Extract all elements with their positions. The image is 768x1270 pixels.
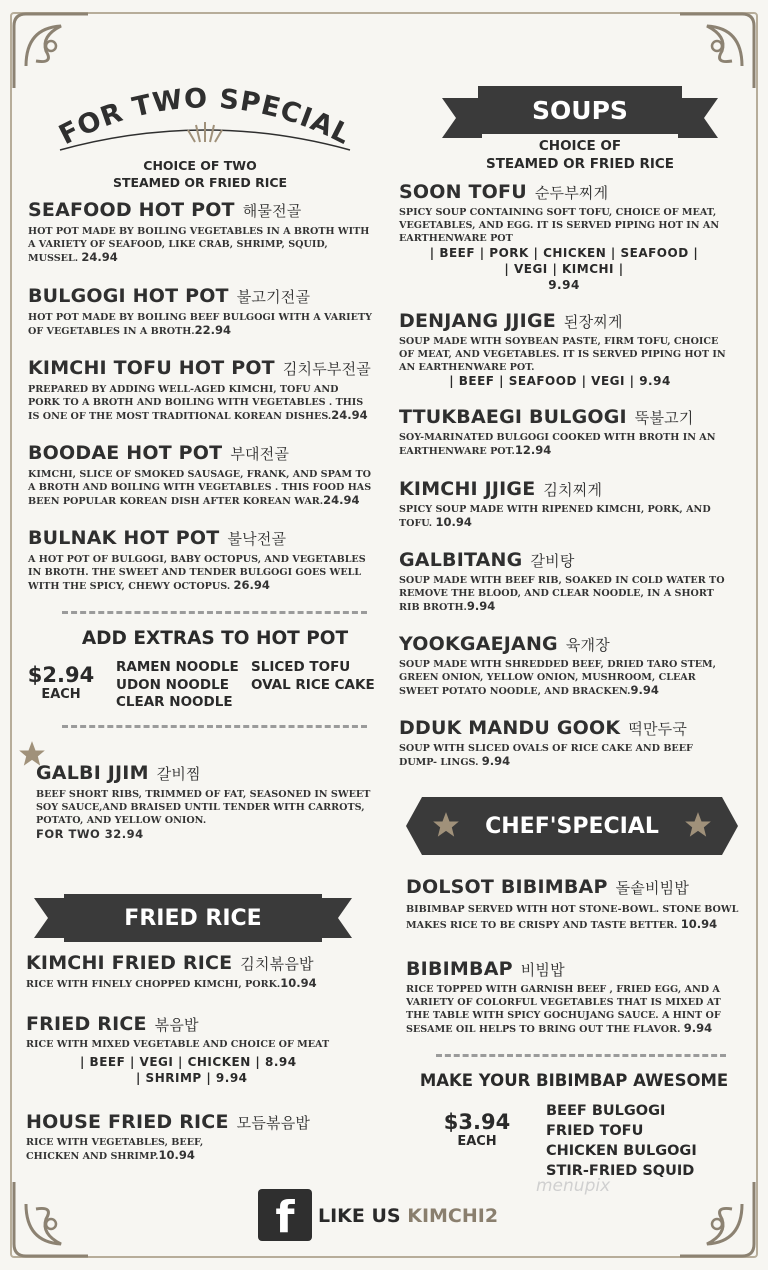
item-description: HOT POT MADE BY BOILING VEGETABLES IN A BROTH WITH A VARIETY OF SEAFOOD, LIKE CRAB, SHRIMP, SQUID, MUSSEL.	[28, 226, 370, 264]
corner-ornament-icon	[672, 1174, 762, 1264]
facebook-icon[interactable]: f	[258, 1189, 312, 1241]
item-name: BULNAK HOT POT	[28, 527, 220, 549]
item-description: SOUP MADE WITH SHREDDED BEEF, DRIED TARO STEM, GREEN ONION, YELLOW ONION, MUSHROOM, CLEAR SWEET POTATO NOODLE, AND BRACKEN.	[399, 659, 717, 697]
item-price: FOR TWO 32.94	[36, 827, 144, 841]
extras-price: $2.94	[27, 663, 95, 687]
item-price: 9.94	[630, 683, 659, 697]
item-name: DENJANG JJIGE	[399, 310, 556, 332]
item-korean-name: 갈비찜	[156, 765, 201, 783]
menu-item-galbi	[36, 762, 376, 841]
menu-item	[26, 1111, 371, 1163]
item-korean-name: 해물전골	[242, 202, 302, 220]
item-description: BIBIMBAP SERVED WITH HOT STONE-BOWL. STONE BOWL MAKES RICE TO BE CRISPY AND TASTE BETTER.	[406, 904, 739, 931]
item-korean-name: 부대전골	[230, 445, 290, 463]
extras-title: ADD EXTRAS TO HOT POT	[81, 628, 349, 649]
bibimbap-extras-each: EACH	[457, 1134, 497, 1149]
bibimbap-extras-price: $3.94	[443, 1110, 511, 1134]
soon-tofu-options: | BEEF | PORK | CHICKEN | SEAFOOD | | VEGI | KIMCHI | 9.94	[429, 246, 699, 292]
item-description: SPICY SOUP CONTAINING SOFT TOFU, CHOICE OF MEAT, VEGETABLES, AND EGG. IT IS SERVED PIPING HOT IN AN EARTHENWARE POT	[399, 207, 720, 244]
for-two-subtitle: CHOICE OF TWO STEAMED OR FRIED RICE	[112, 158, 288, 190]
bibimbap-extras-price-block	[436, 1110, 518, 1149]
item-name: YOOKGAEJANG	[399, 633, 558, 655]
soups-subtitle: CHOICE OF STEAMED OR FRIED RICE	[485, 138, 675, 172]
fried-rice-title: FRIED RICE	[64, 894, 322, 942]
item-name: KIMCHI FRIED RICE	[26, 952, 233, 974]
item-price: 10.94	[158, 1148, 195, 1162]
divider	[436, 1054, 726, 1058]
item-price: 24.94	[323, 493, 360, 507]
item-korean-name: 된장찌게	[563, 313, 623, 331]
item-name: BOODAE HOT POT	[28, 442, 223, 464]
menu-item	[28, 199, 373, 265]
item-name: DDUK MANDU GOOK	[399, 717, 621, 739]
svg-text:FOR TWO SPECIAL: FOR TWO SPECIAL	[54, 83, 356, 152]
chef-special-title: CHEF'SPECIAL	[485, 813, 659, 839]
like-us-label: LIKE US	[318, 1205, 401, 1227]
menu-item	[399, 406, 734, 458]
denjang-options: | BEEF | SEAFOOD | VEGI | 9.94	[449, 374, 671, 388]
divider	[62, 611, 367, 615]
item-description: KIMCHI, SLICE OF SMOKED SAUSAGE, FRANK, AND SPAM TO A BROTH AND BOILING WITH VEGETABLES . THIS FOOD HAS BEEN POPULAR KOREAN DISH AFTER KOREAN WAR.	[28, 469, 372, 507]
menu-item	[26, 952, 371, 991]
item-price: 9.94	[683, 1021, 713, 1035]
for-two-special-title	[40, 70, 370, 160]
item-name: GALBI JJIM	[36, 762, 149, 784]
divider	[62, 725, 367, 729]
item-price: 10.94	[280, 976, 317, 990]
item-price: 24.94	[331, 408, 368, 422]
menu-item	[406, 958, 744, 1036]
item-korean-name: 순두부찌게	[534, 184, 609, 202]
item-description: SOUP MADE WITH BEEF RIB, SOAKED IN COLD WATER TO REMOVE THE BLOOD, AND CLEAR NOODLE, IN A SHORT RIB BROTH.	[399, 575, 725, 613]
item-description: SOY-MARINATED BULGOGI COOKED WITH BROTH IN AN EARTHENWARE POT.	[399, 432, 716, 457]
item-korean-name: 김치두부전골	[282, 360, 371, 378]
menu-item	[28, 442, 373, 508]
item-name: SEAFOOD HOT POT	[28, 199, 235, 221]
bibimbap-extras-title: MAKE YOUR BIBIMBAP AWESOME	[419, 1071, 729, 1090]
menu-item	[399, 717, 734, 769]
item-description: HOT POT MADE BY BOILING BEEF BULGOGI WITH A VARIETY OF VEGETABLES IN A BROTH.	[28, 312, 372, 337]
fried-rice-options: | BEEF | VEGI | CHICKEN | 8.94 | SHRIMP | 9.94	[80, 1055, 297, 1085]
item-name: HOUSE FRIED RICE	[26, 1111, 229, 1133]
item-price: 24.94	[81, 250, 118, 264]
menu-item	[28, 357, 373, 423]
item-korean-name: 비빔밥	[520, 961, 565, 979]
item-description: RICE WITH FINELY CHOPPED KIMCHI, PORK.	[26, 979, 281, 990]
item-korean-name: 모듬볶음밥	[236, 1114, 311, 1132]
item-description: SPICY SOUP MADE WITH RIPENED KIMCHI, PORK, AND TOFU.	[399, 504, 711, 529]
item-description: RICE TOPPED WITH GARNISH BEEF , FRIED EGG, AND A VARIETY OF COLORFUL VEGETABLES THAT IS MIXED AT THE TABLE WITH SPICY GOCHUJANG SAUCE. A HINT OF SESAME OIL HELPS TO BRING OUT THE FLAVOR.	[406, 984, 721, 1035]
menu-item	[26, 1013, 371, 1051]
menu-item	[399, 181, 729, 245]
soups-banner	[442, 86, 718, 134]
item-description: SOUP WITH SLICED OVALS OF RICE CAKE AND BEEF DUMP- LINGS.	[399, 743, 693, 768]
star-icon	[684, 811, 712, 839]
item-korean-name: 불고기전골	[236, 288, 311, 306]
fried-rice-banner	[34, 894, 352, 942]
item-name: KIMCHI JJIGE	[399, 478, 536, 500]
extras-list-2: SLICED TOFU OVAL RICE CAKE	[251, 659, 375, 693]
item-korean-name: 갈비탕	[530, 552, 575, 570]
item-name: TTUKBAEGI BULGOGI	[399, 406, 627, 428]
item-description: SOUP MADE WITH SOYBEAN PASTE, FIRM TOFU, CHOICE OF MEAT, AND VEGETABLES. IT IS SERVED PIPING HOT IN AN EARTHENWARE POT.	[399, 336, 726, 373]
menu-item	[399, 549, 734, 614]
item-korean-name: 떡만두국	[628, 720, 688, 738]
item-description: RICE WITH VEGETABLES, BEEF, CHICKEN AND SHRIMP.	[26, 1137, 204, 1162]
item-name: BULGOGI HOT POT	[28, 285, 229, 307]
item-price: 10.94	[680, 917, 718, 931]
item-description: A HOT POT OF BULGOGI, BABY OCTOPUS, AND VEGETABLES IN BROTH. THE SWEET AND TENDER BULGOGI GOES WELL WITH THE SPICY, CHEWY OCTOPUS.	[28, 554, 366, 592]
item-price: 26.94	[233, 578, 270, 592]
menu-item	[28, 285, 373, 338]
item-price: 9.94	[466, 599, 496, 613]
corner-ornament-icon	[6, 1174, 96, 1264]
menu-item	[399, 633, 734, 698]
item-korean-name: 김치찌게	[543, 481, 603, 499]
extras-list-1: RAMEN NOODLE UDON NOODLE CLEAR NOODLE	[116, 659, 239, 710]
item-korean-name: 불낙전골	[227, 530, 287, 548]
item-korean-name: 뚝불고기	[634, 409, 694, 427]
menu-item	[406, 876, 741, 933]
item-korean-name: 돌솥비빔밥	[615, 879, 690, 897]
extras-price-block	[24, 663, 98, 702]
item-korean-name: 볶음밥	[154, 1016, 199, 1034]
item-korean-name: 김치볶음밥	[240, 955, 314, 973]
item-name: KIMCHI TOFU HOT POT	[28, 357, 275, 379]
item-name: BIBIMBAP	[406, 958, 513, 980]
watermark: menupix	[536, 1176, 611, 1196]
like-us-link[interactable]	[318, 1205, 498, 1227]
menu-item	[28, 527, 373, 593]
item-price: 12.94	[514, 443, 552, 457]
chef-special-banner	[406, 797, 738, 855]
item-price: 9.94	[481, 754, 511, 768]
bibimbap-extras-list: BEEF BULGOGI FRIED TOFU CHICKEN BULGOGI STIR-FRIED SQUID	[546, 1103, 697, 1179]
item-description: PREPARED BY ADDING WELL-AGED KIMCHI, TOFU AND PORK TO A BROTH AND BOILING WITH VEGETABLES . THIS IS ONE OF THE MOST TRADITIONAL KOREAN DISHES.	[28, 384, 364, 422]
menu-item	[399, 478, 734, 530]
menu-item	[399, 310, 734, 374]
soups-title: SOUPS	[478, 86, 682, 134]
item-name: DOLSOT BIBIMBAP	[406, 876, 608, 898]
item-price: 22.94	[194, 323, 232, 337]
item-korean-name: 육개장	[565, 636, 610, 654]
star-icon	[432, 811, 460, 839]
item-name: FRIED RICE	[26, 1013, 147, 1035]
item-name: SOON TOFU	[399, 181, 527, 203]
item-description: RICE WITH MIXED VEGETABLE AND CHOICE OF MEAT	[26, 1039, 330, 1050]
corner-ornament-icon	[672, 6, 762, 96]
brand-name: KIMCHI2	[407, 1205, 499, 1227]
item-name: GALBITANG	[399, 549, 523, 571]
item-description: BEEF SHORT RIBS, TRIMMED OF FAT, SEASONED IN SWEET SOY SAUCE,AND BRAISED UNTIL TENDER WITH CARROTS, POTATO, AND YELLOW ONION.	[36, 789, 371, 826]
item-price: 10.94	[435, 515, 472, 529]
extras-each: EACH	[41, 687, 81, 702]
